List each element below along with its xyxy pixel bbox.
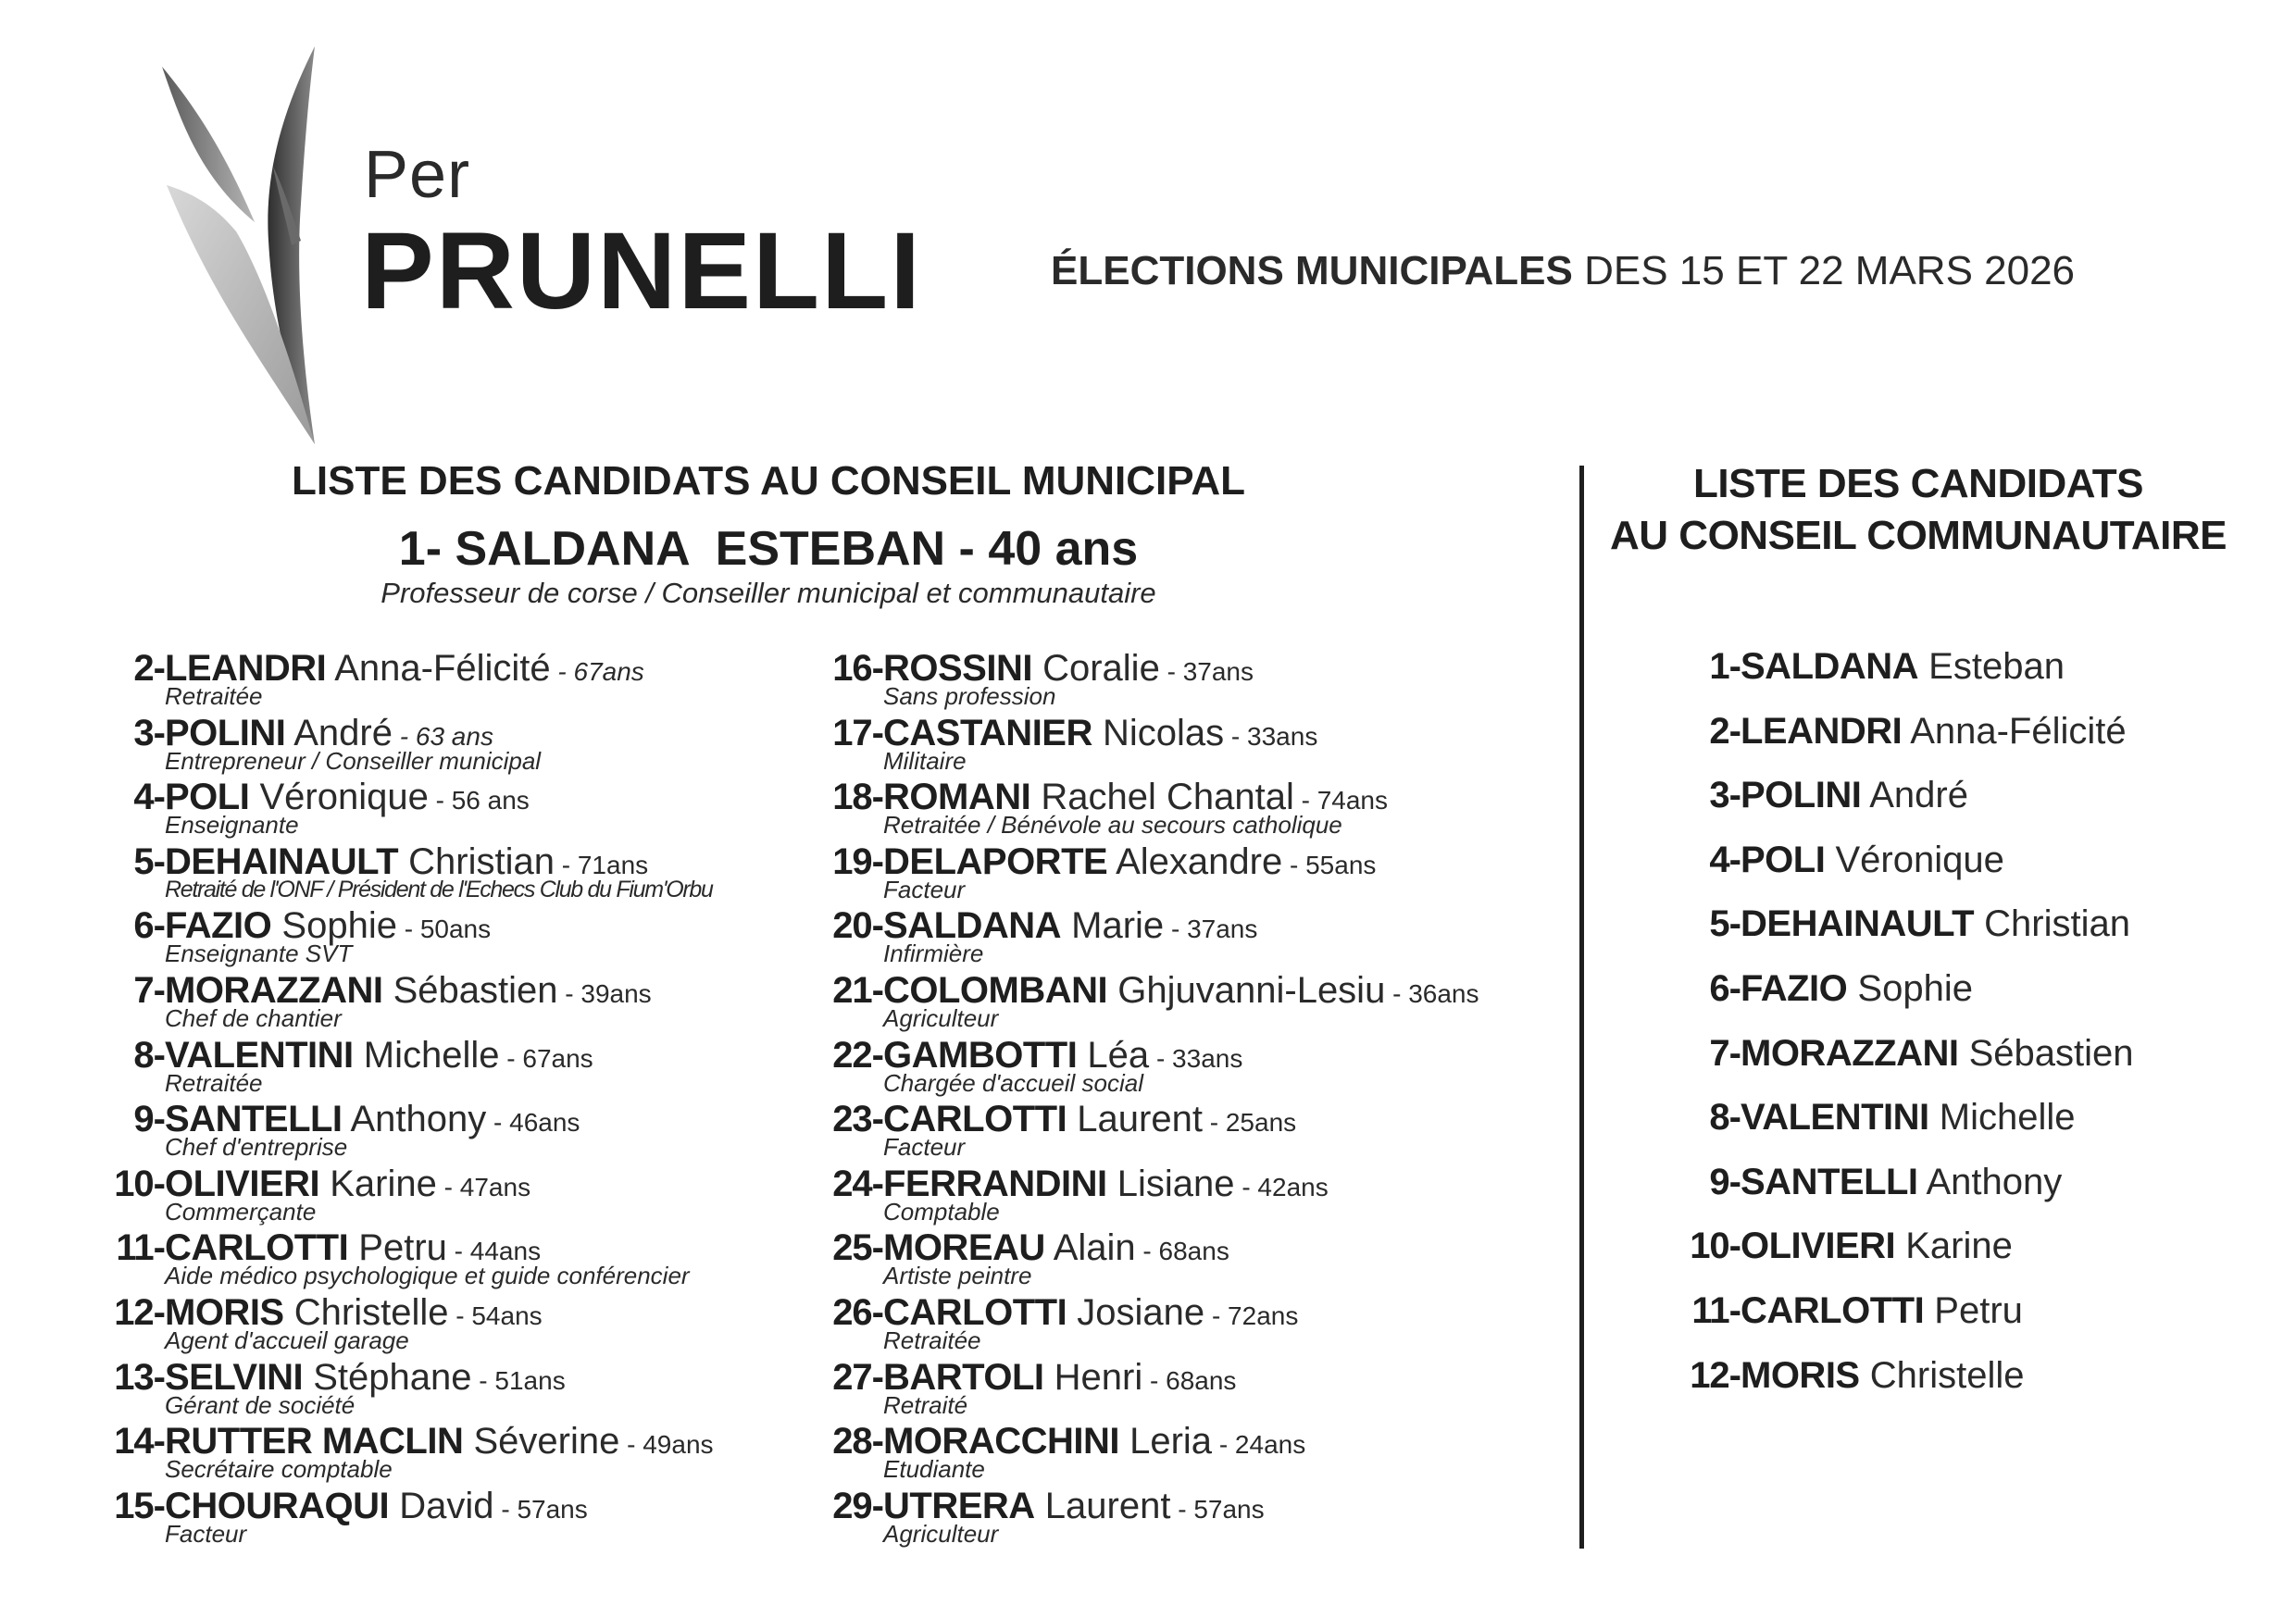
candidate-lastname: MORAZZANI	[1741, 1032, 1959, 1074]
candidate-age: - 74ans	[1293, 786, 1388, 815]
municipal-title: LISTE DES CANDIDATS AU CONSEIL MUNICIPAL	[292, 458, 1245, 504]
candidate-firstname: Véronique	[1825, 839, 2004, 880]
candidate-age: - 55ans	[1282, 850, 1377, 879]
candidate-lastname: FAZIO	[1741, 967, 1848, 1009]
candidate-number: 23-	[832, 1099, 883, 1140]
candidate-firstname: Christelle	[1859, 1354, 2025, 1396]
candidate-firstname: Henri	[1043, 1356, 1143, 1398]
candidate-age: - 39ans	[557, 978, 652, 1008]
candidate-number: 4-	[1709, 839, 1741, 880]
candidate-number: 16-	[832, 648, 883, 689]
candidate-firstname: Alain	[1044, 1227, 1136, 1269]
candidate-number: 22-	[832, 1034, 883, 1076]
candidate-entry	[83, 1486, 805, 1550]
candidate-number: 9-	[1709, 1161, 1741, 1202]
candidate-entry	[83, 1035, 805, 1100]
candidate-occupation: Enseignante SVT	[165, 940, 353, 968]
candidate-firstname: Anna-Félicité	[326, 648, 551, 689]
candidate-age: - 72ans	[1204, 1301, 1299, 1330]
candidate-firstname: Leria	[1118, 1421, 1213, 1462]
candidate-occupation: Commerçante	[165, 1197, 317, 1226]
candidate-lastname: MOREAU	[883, 1227, 1045, 1269]
communautaire-entry	[1653, 646, 2134, 711]
candidate-number: 19-	[832, 840, 883, 882]
candidate-lastname: GAMBOTTI	[883, 1034, 1078, 1076]
candidate-number: 3-	[1709, 775, 1741, 816]
elections-heading	[1051, 248, 2075, 294]
candidate-firstname: Sophie	[1847, 967, 1973, 1009]
candidate-age: - 47ans	[436, 1172, 531, 1201]
candidate-number: 12-	[1690, 1354, 1741, 1396]
candidate-entry	[794, 1486, 1554, 1550]
candidate-number: 11-	[1691, 1289, 1741, 1331]
candidate-lastname: FERRANDINI	[883, 1163, 1107, 1204]
candidate-firstname: Véronique	[249, 777, 429, 818]
candidate-lastname: COLOMBANI	[883, 969, 1108, 1011]
candidate-lastname: BARTOLI	[883, 1356, 1044, 1398]
candidate-firstname: Laurent	[1034, 1485, 1171, 1526]
candidate-lastname: CARLOTTI	[883, 1291, 1067, 1333]
candidate-firstname: Sébastien	[1958, 1032, 2134, 1074]
candidate-lastname: POLINI	[165, 712, 286, 753]
candidate-occupation: Chargée d'accueil social	[883, 1068, 1144, 1097]
candidate-firstname: Stéphane	[303, 1356, 472, 1398]
candidate-entry	[83, 1421, 805, 1486]
candidate-lastname: VALENTINI	[1741, 1097, 1929, 1139]
candidate-number: 3-	[133, 712, 165, 753]
candidate-number: 18-	[832, 777, 883, 818]
candidate-occupation: Gérant de société	[165, 1390, 356, 1419]
candidate-number: 5-	[133, 840, 165, 882]
candidate-lastname: DEHAINAULT	[165, 840, 399, 882]
candidate-firstname: Séverine	[463, 1421, 620, 1462]
candidate-age: - 42ans	[1234, 1172, 1329, 1201]
candidate-firstname: Nicolas	[1092, 712, 1225, 753]
candidate-entry	[794, 648, 1554, 713]
candidate-firstname: Marie	[1061, 905, 1165, 947]
candidate-lastname: OLIVIERI	[1741, 1226, 1896, 1267]
candidate-firstname: Alexandre	[1107, 840, 1283, 882]
candidate-firstname: Anthony	[342, 1099, 487, 1140]
candidate-lastname: OLIVIERI	[165, 1163, 320, 1204]
candidate-firstname: Lisiane	[1106, 1163, 1235, 1204]
communautaire-title	[1594, 458, 2242, 562]
candidate-number: 21-	[832, 969, 883, 1011]
candidate-lastname: MORIS	[165, 1291, 284, 1333]
candidate-age: - 63 ans	[393, 721, 493, 751]
head-candidate-job: Professeur de corse / Conseiller municipal et communautaire	[381, 577, 1156, 609]
logo-per: Per	[364, 138, 471, 212]
candidate-lastname: MORAZZANI	[165, 969, 383, 1011]
candidate-occupation: Comptable	[883, 1197, 1000, 1226]
candidate-age: - 68ans	[1142, 1365, 1237, 1395]
candidate-occupation: Facteur	[883, 875, 966, 903]
candidate-firstname: Anna-Félicité	[1902, 710, 2127, 752]
elections-dates: DES 15 ET 22 MARS 2026	[1572, 248, 2076, 293]
elections-bold: ÉLECTIONS MUNICIPALES	[1051, 248, 1573, 293]
candidate-number: 10-	[1690, 1226, 1741, 1267]
candidate-age: - 44ans	[446, 1237, 542, 1266]
candidate-firstname: Petru	[1924, 1289, 2023, 1331]
candidate-entry	[83, 1227, 805, 1292]
candidate-entry	[83, 713, 805, 778]
candidate-occupation: Infirmière	[883, 940, 984, 968]
candidate-age: - 37ans	[1164, 915, 1258, 944]
candidate-age: - 33ans	[1224, 721, 1318, 751]
candidate-lastname: POLINI	[1741, 775, 1862, 816]
candidate-lastname: CARLOTTI	[165, 1227, 349, 1269]
candidate-lastname: MORACCHINI	[883, 1421, 1119, 1462]
candidate-lastname: ROMANI	[883, 777, 1031, 818]
candidate-occupation: Retraitée	[165, 1068, 263, 1097]
candidate-age: - 36ans	[1385, 978, 1479, 1008]
communautaire-entry	[1653, 968, 2134, 1033]
candidate-age: - 37ans	[1159, 657, 1254, 686]
candidate-lastname: CARLOTTI	[883, 1099, 1067, 1140]
candidate-lastname: POLI	[1741, 839, 1826, 880]
candidate-entry	[794, 1357, 1554, 1422]
candidate-age: - 56 ans	[428, 786, 530, 815]
candidate-number: 7-	[133, 969, 165, 1011]
candidate-number: 5-	[1709, 903, 1741, 945]
candidate-occupation: Enseignante	[165, 811, 299, 840]
candidate-firstname: Karine	[1895, 1226, 2013, 1267]
candidate-occupation: Retraité	[883, 1390, 968, 1419]
candidate-firstname: Rachel Chantal	[1030, 777, 1294, 818]
candidate-occupation: Sans profession	[883, 682, 1056, 710]
candidate-firstname: André	[1861, 775, 1968, 816]
candidate-firstname: Josiane	[1067, 1291, 1205, 1333]
candidate-lastname: SANTELLI	[1741, 1161, 1918, 1202]
communautaire-title-line2: AU CONSEIL COMMUNAUTAIRE	[1610, 513, 2227, 558]
candidate-lastname: CHOURAQUI	[165, 1485, 390, 1526]
candidate-age: - 51ans	[471, 1365, 566, 1395]
candidate-occupation: Agriculteur	[883, 1003, 999, 1032]
candidate-number: 17-	[832, 712, 883, 753]
candidate-number: 4-	[133, 777, 165, 818]
candidate-entry	[794, 1164, 1554, 1228]
candidate-firstname: Petru	[348, 1227, 447, 1269]
candidate-occupation: Etudiante	[883, 1455, 985, 1484]
candidate-entry	[83, 905, 805, 970]
candidate-firstname: Anthony	[1917, 1161, 2063, 1202]
prunelli-logo-mark-icon	[162, 46, 329, 454]
communautaire-entry	[1653, 1290, 2134, 1355]
municipal-list-column-2	[794, 648, 1554, 1550]
candidate-age: - 57ans	[1170, 1494, 1265, 1524]
candidate-lastname: FAZIO	[165, 905, 272, 947]
candidate-lastname: POLI	[165, 777, 250, 818]
candidate-number: 26-	[832, 1291, 883, 1333]
candidate-number: 7-	[1709, 1032, 1741, 1074]
candidate-age: - 50ans	[396, 915, 492, 944]
candidate-firstname: Michelle	[1928, 1097, 2076, 1139]
candidate-lastname: DEHAINAULT	[1741, 903, 1975, 945]
candidate-firstname: Michelle	[353, 1034, 500, 1076]
candidate-number: 24-	[832, 1163, 883, 1204]
candidate-occupation: Facteur	[165, 1519, 247, 1548]
candidate-number: 2-	[1709, 710, 1741, 752]
candidate-age: - 67ans	[550, 657, 644, 686]
candidate-entry	[83, 1164, 805, 1228]
candidate-entry	[794, 1421, 1554, 1486]
candidate-lastname: LEANDRI	[165, 648, 327, 689]
candidate-firstname: Christelle	[283, 1291, 449, 1333]
candidate-firstname: David	[389, 1485, 494, 1526]
communautaire-list	[1653, 646, 2134, 1419]
candidate-number: 14-	[114, 1421, 165, 1462]
candidate-entry	[794, 713, 1554, 778]
candidate-age: - 33ans	[1149, 1043, 1243, 1073]
communautaire-entry	[1653, 903, 2134, 968]
candidate-firstname: Coralie	[1031, 648, 1160, 689]
logo-prunelli: PRUNELLI	[361, 210, 922, 332]
communautaire-title-line1: LISTE DES CANDIDATS	[1693, 461, 2143, 506]
candidate-number: 12-	[114, 1291, 165, 1333]
candidate-lastname: VALENTINI	[165, 1034, 354, 1076]
candidate-number: 8-	[1709, 1097, 1741, 1139]
candidate-entry	[794, 905, 1554, 970]
candidate-firstname: Sophie	[271, 905, 397, 947]
candidate-entry	[83, 777, 805, 841]
communautaire-entry	[1653, 775, 2134, 840]
candidate-firstname: Ghjuvanni-Lesiu	[1107, 969, 1386, 1011]
candidate-age: - 71ans	[554, 850, 649, 879]
candidate-age: - 46ans	[486, 1108, 580, 1138]
candidate-number: 6-	[133, 905, 165, 947]
candidate-number: 8-	[133, 1034, 165, 1076]
candidate-occupation: Chef d'entreprise	[165, 1133, 348, 1162]
candidate-lastname: DELAPORTE	[883, 840, 1108, 882]
candidate-occupation: Agent d'accueil garage	[165, 1326, 409, 1354]
candidate-number: 1-	[1709, 646, 1741, 687]
candidate-lastname: UTRERA	[883, 1485, 1035, 1526]
candidate-lastname: MORIS	[1741, 1354, 1860, 1396]
candidate-entry	[794, 1035, 1554, 1100]
candidate-entry	[794, 1292, 1554, 1357]
candidate-lastname: RUTTER MACLIN	[165, 1421, 464, 1462]
candidate-firstname: Christian	[1974, 903, 2130, 945]
communautaire-entry	[1653, 1033, 2134, 1098]
candidate-lastname: SELVINI	[165, 1356, 304, 1398]
candidate-entry	[83, 970, 805, 1035]
column-divider	[1579, 466, 1584, 1549]
candidate-firstname: Sébastien	[382, 969, 558, 1011]
candidate-occupation: Retraitée / Bénévole au secours catholique	[883, 811, 1342, 840]
candidate-entry	[83, 648, 805, 713]
candidate-number: 29-	[832, 1485, 883, 1526]
candidate-age: - 24ans	[1212, 1430, 1306, 1460]
candidate-firstname: André	[285, 712, 393, 753]
candidate-occupation: Militaire	[883, 746, 967, 775]
candidate-lastname: SALDANA	[883, 905, 1062, 947]
candidate-entry	[794, 970, 1554, 1035]
candidate-number: 6-	[1709, 967, 1741, 1009]
candidate-entry	[794, 777, 1554, 841]
candidate-number: 2-	[133, 648, 165, 689]
candidate-age: - 25ans	[1202, 1108, 1297, 1138]
candidate-lastname: CARLOTTI	[1741, 1289, 1925, 1331]
communautaire-entry	[1653, 840, 2134, 904]
candidate-firstname: Esteban	[1918, 646, 2065, 687]
candidate-occupation: Aide médico psychologique et guide conférencier	[165, 1262, 690, 1290]
communautaire-entry	[1653, 1226, 2134, 1290]
candidate-age: - 68ans	[1135, 1237, 1229, 1266]
candidate-entry	[83, 1357, 805, 1422]
candidate-number: 20-	[832, 905, 883, 947]
candidate-occupation: Facteur	[883, 1133, 966, 1162]
candidate-entry	[83, 1099, 805, 1164]
communautaire-entry	[1653, 1355, 2134, 1420]
candidate-occupation: Agriculteur	[883, 1519, 999, 1548]
candidate-age: - 54ans	[448, 1301, 543, 1330]
candidate-lastname: LEANDRI	[1741, 710, 1903, 752]
candidate-occupation: Entrepreneur / Conseiller municipal	[165, 746, 542, 775]
candidate-firstname: Léa	[1077, 1034, 1150, 1076]
head-candidate: 1- SALDANA ESTEBAN - 40 ans	[398, 522, 1139, 576]
municipal-list-column-1	[83, 648, 805, 1550]
candidate-lastname: ROSSINI	[883, 648, 1032, 689]
candidate-occupation: Chef de chantier	[165, 1003, 342, 1032]
candidate-number: 10-	[114, 1163, 165, 1204]
candidate-age: - 57ans	[493, 1494, 588, 1524]
candidate-firstname: Karine	[319, 1163, 437, 1204]
candidate-occupation: Retraitée	[883, 1326, 981, 1354]
candidate-number: 28-	[832, 1421, 883, 1462]
communautaire-entry	[1653, 1097, 2134, 1162]
candidate-entry	[83, 1292, 805, 1357]
candidate-occupation: Retraité de l'ONF / Président de l'Echecs Club du Fium'Orbu	[165, 876, 713, 902]
candidate-entry	[794, 1099, 1554, 1164]
candidate-occupation: Artiste peintre	[883, 1262, 1032, 1290]
communautaire-entry	[1653, 1162, 2134, 1226]
candidate-lastname: SANTELLI	[165, 1099, 343, 1140]
candidate-entry	[83, 841, 805, 906]
candidate-number: 27-	[832, 1356, 883, 1398]
candidate-number: 9-	[133, 1099, 165, 1140]
candidate-entry	[794, 841, 1554, 906]
communautaire-entry	[1653, 711, 2134, 776]
candidate-entry	[794, 1227, 1554, 1292]
candidate-number: 15-	[114, 1485, 165, 1526]
candidate-occupation: Secrétaire comptable	[165, 1455, 393, 1484]
candidate-occupation: Retraitée	[165, 682, 263, 710]
candidate-lastname: CASTANIER	[883, 712, 1092, 753]
candidate-firstname: Laurent	[1067, 1099, 1203, 1140]
candidate-firstname: Christian	[398, 840, 555, 882]
candidate-number: 11-	[116, 1227, 165, 1269]
candidate-age: - 49ans	[619, 1430, 714, 1460]
candidate-age: - 67ans	[499, 1043, 593, 1073]
candidate-number: 13-	[114, 1356, 165, 1398]
candidate-number: 25-	[832, 1227, 883, 1269]
candidate-lastname: SALDANA	[1741, 646, 1919, 687]
